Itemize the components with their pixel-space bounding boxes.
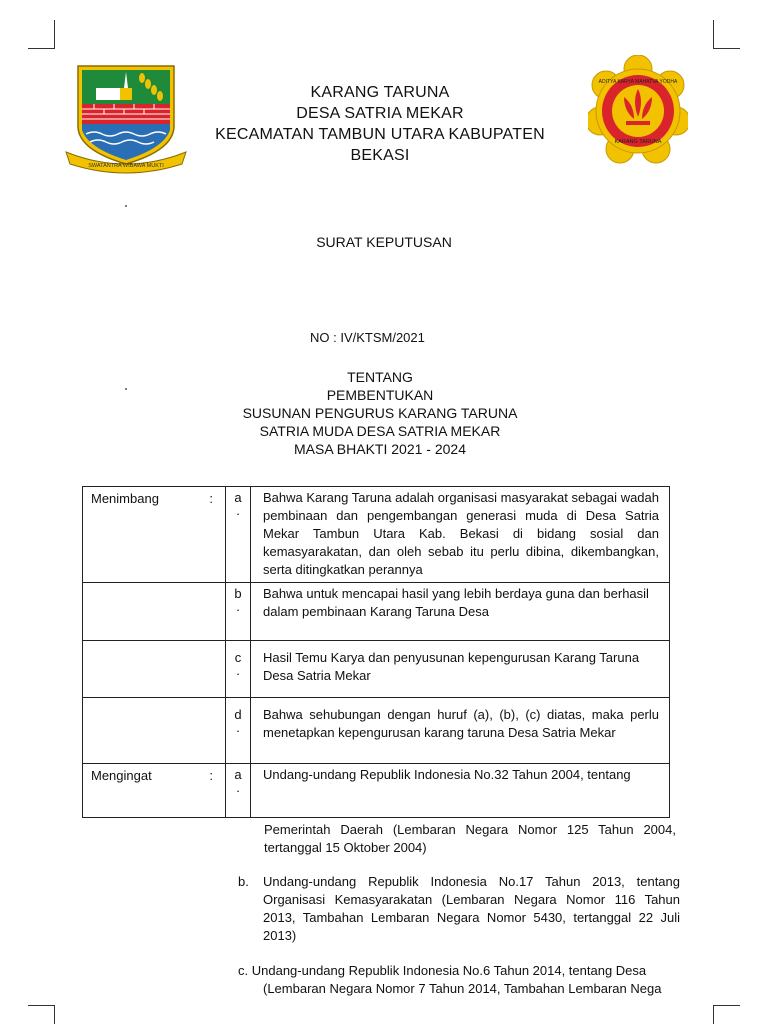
continuation-text: Pemerintah Daerah (Lembaran Negara Nomor 125 Tahun 2004, tertanggal 15 Oktober 2004) (264, 822, 676, 855)
section-label-cell (83, 583, 226, 641)
section-label-cell (83, 487, 226, 583)
kabupaten-bekasi-emblem-icon (64, 64, 188, 174)
list-item-text: Undang-undang Republik Indonesia No.17 Tahun 2013, tentang Organisasi Kemasyarakatan (Lembaran Negara Nomor 116 Tahun 2013, Tambahan Lembaran Negara Nomor 5430, tertanggal 22 Juli 2013) (263, 874, 680, 943)
karang-taruna-emblem-icon (588, 55, 688, 165)
list-item-c (238, 962, 680, 998)
table-row (83, 583, 670, 641)
letter-dot: . (236, 780, 240, 795)
emblem-motto: SWATANTRA WIBAWA MUKTI (88, 163, 164, 169)
crop-mark (54, 1005, 55, 1024)
document-number: NO : IV/KTSM/2021 (310, 330, 425, 345)
letter-dot: . (236, 599, 240, 614)
list-item-b (238, 873, 680, 945)
item-letter: a (234, 767, 242, 782)
letter-dot: . (236, 503, 240, 518)
subject-line: TENTANG (347, 369, 413, 385)
emblem-top-text: ADITYA KARYA MAHATVA YODHA (598, 79, 678, 85)
regency-name: BEKASI (350, 147, 410, 164)
item-letter: b (234, 586, 242, 601)
item-letter-cell (226, 641, 251, 698)
list-item-text: Undang-undang Republik Indonesia No.6 Tahun 2014, tentang Desa (251, 963, 647, 978)
subject-line: SATRIA MUDA DESA SATRIA MEKAR (259, 423, 501, 439)
crop-mark (713, 1005, 714, 1024)
district-name: KECAMATAN TAMBUN UTARA KABUPATEN (215, 126, 545, 143)
section-label: Mengingat (91, 768, 152, 783)
list-marker: c. (238, 963, 249, 978)
emblem-bottom-text: KARANG TARUNA (614, 139, 662, 145)
table-row (83, 698, 670, 764)
section-label-cell (83, 698, 226, 764)
crop-mark (713, 48, 740, 49)
letterhead (190, 82, 570, 166)
table-row (83, 764, 670, 818)
subject-line: SUSUNAN PENGURUS KARANG TARUNA (242, 405, 518, 421)
subject-block (180, 368, 580, 458)
item-letter-cell (226, 583, 251, 641)
crop-mark (28, 1005, 55, 1006)
stray-dot (125, 205, 127, 207)
item-text: Bahwa Karang Taruna adalah organisasi masyarakat sebagai wadah pembinaan dan pengembangan generasi muda di Desa Satria Mekar Tambun Utara Kab. Bekasi di bidang sosial dan kemasyarakatan, dan oleh sebab itu perlu dibina, dikembangkan, serta ditingkatkan perannya (251, 487, 670, 583)
letter-dot: . (236, 720, 240, 735)
crop-mark (713, 1005, 740, 1006)
item-text: Bahwa sehubungan dengan huruf (a), (b), (c) diatas, maka perlu menetapkan kepengurusan karang taruna Desa Satria Mekar (251, 698, 670, 764)
item-text: Undang-undang Republik Indonesia No.32 Tahun 2004, tentang (251, 764, 670, 818)
item-letter: c (234, 650, 242, 665)
item-letter: d (234, 707, 242, 722)
section-label-cell (83, 641, 226, 698)
section-label: Menimbang (91, 491, 159, 506)
item-text: Hasil Temu Karya dan penyusunan kepengurusan Karang Taruna Desa Satria Mekar (251, 641, 670, 698)
table-row (83, 487, 670, 583)
section-label-cell (83, 764, 226, 818)
letter-dot: . (236, 663, 240, 678)
subject-line: MASA BHAKTI 2021 - 2024 (294, 441, 466, 457)
subject-line: PEMBENTUKAN (326, 387, 434, 403)
list-marker: b. (238, 874, 249, 889)
crop-mark (713, 20, 714, 48)
item-letter-cell (226, 487, 251, 583)
section-colon: : (209, 768, 213, 783)
crop-mark (54, 20, 55, 48)
list-item-text-continued: (Lembaran Negara Nomor 7 Tahun 2014, Tambahan Lembaran Nega (263, 981, 662, 996)
table-row (83, 641, 670, 698)
document-title: SURAT KEPUTUSAN (316, 234, 452, 250)
stray-dot (125, 388, 127, 390)
crop-mark (28, 48, 55, 49)
item-letter: a (234, 490, 242, 505)
item-letter-cell (226, 764, 251, 818)
item-letter-cell (226, 698, 251, 764)
item-text: Bahwa untuk mencapai hasil yang lebih berdaya guna dan berhasil dalam pembinaan Karang Taruna Desa (251, 583, 670, 641)
village-name: DESA SATRIA MEKAR (296, 105, 464, 122)
decision-table (82, 486, 670, 818)
org-name: KARANG TARUNA (310, 84, 450, 101)
section-colon: : (209, 491, 213, 506)
